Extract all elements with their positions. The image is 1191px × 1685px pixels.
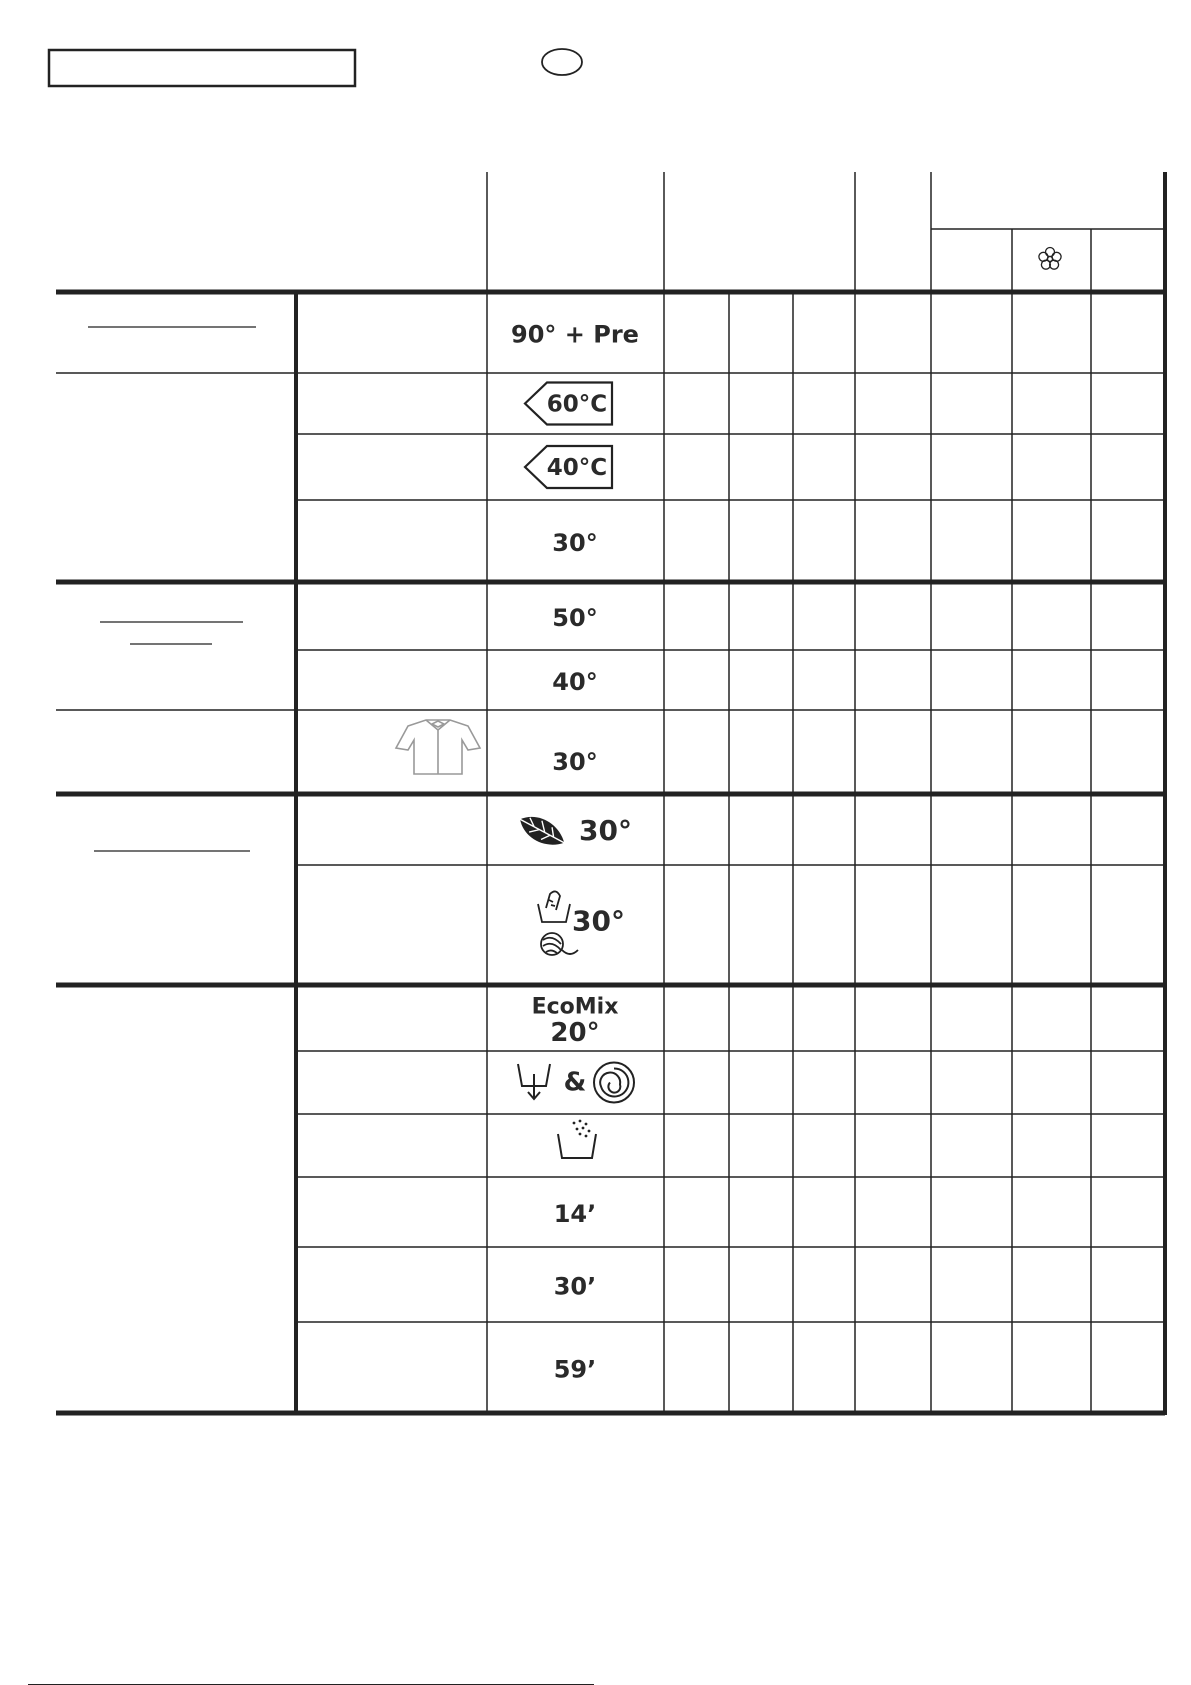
program-symbol-label: 30° [579, 814, 632, 847]
program-symbols [396, 321, 639, 1384]
flower-icon [1039, 248, 1061, 270]
program-symbol-label: 14’ [553, 1200, 597, 1228]
program-symbol-label: 30° [572, 904, 625, 938]
program-symbol-label: 60°C [546, 391, 608, 418]
program-row-symbol [558, 1120, 596, 1158]
program-row-symbol [554, 1356, 597, 1384]
program-row-symbol [525, 383, 612, 425]
program-symbol-label: 40° [552, 668, 598, 696]
program-row-symbol [538, 891, 625, 955]
program-row-symbol [532, 995, 619, 1049]
program-symbol-label: & [563, 1067, 587, 1098]
program-symbol-label: 30° [552, 529, 598, 557]
rinse-icon [558, 1120, 596, 1158]
program-row-symbol [554, 1273, 597, 1301]
program-row-symbol [511, 321, 639, 349]
program-row-symbol [525, 446, 612, 488]
program-row-symbol [552, 529, 597, 557]
program-symbol-label: 50° [552, 604, 598, 632]
program-symbol-label: 40°C [546, 455, 608, 481]
section-label-lines [88, 327, 256, 851]
program-row-symbol [552, 668, 597, 696]
table-grid [56, 292, 1165, 1413]
program-symbol-label: 30’ [553, 1272, 597, 1301]
program-symbol-label: 90° + Pre [511, 320, 639, 349]
program-row-symbol [518, 1063, 634, 1103]
program-symbol-label: 30° [552, 748, 598, 776]
program-symbol-label: 20° [550, 1018, 600, 1048]
program-row-symbol [552, 604, 597, 632]
program-symbol-label: 59’ [553, 1355, 597, 1384]
feather-icon [511, 807, 571, 853]
program-row-symbol [554, 1200, 597, 1228]
table-header [487, 172, 1165, 292]
language-badge [542, 49, 582, 75]
program-symbol-label: EcoMix [531, 994, 619, 1020]
header-label-box [49, 50, 355, 86]
program-row-symbol [511, 807, 632, 853]
shirt-icon [396, 720, 480, 774]
program-row-symbol [396, 720, 598, 776]
spin-icon [594, 1063, 634, 1103]
drain-icon [518, 1064, 550, 1099]
